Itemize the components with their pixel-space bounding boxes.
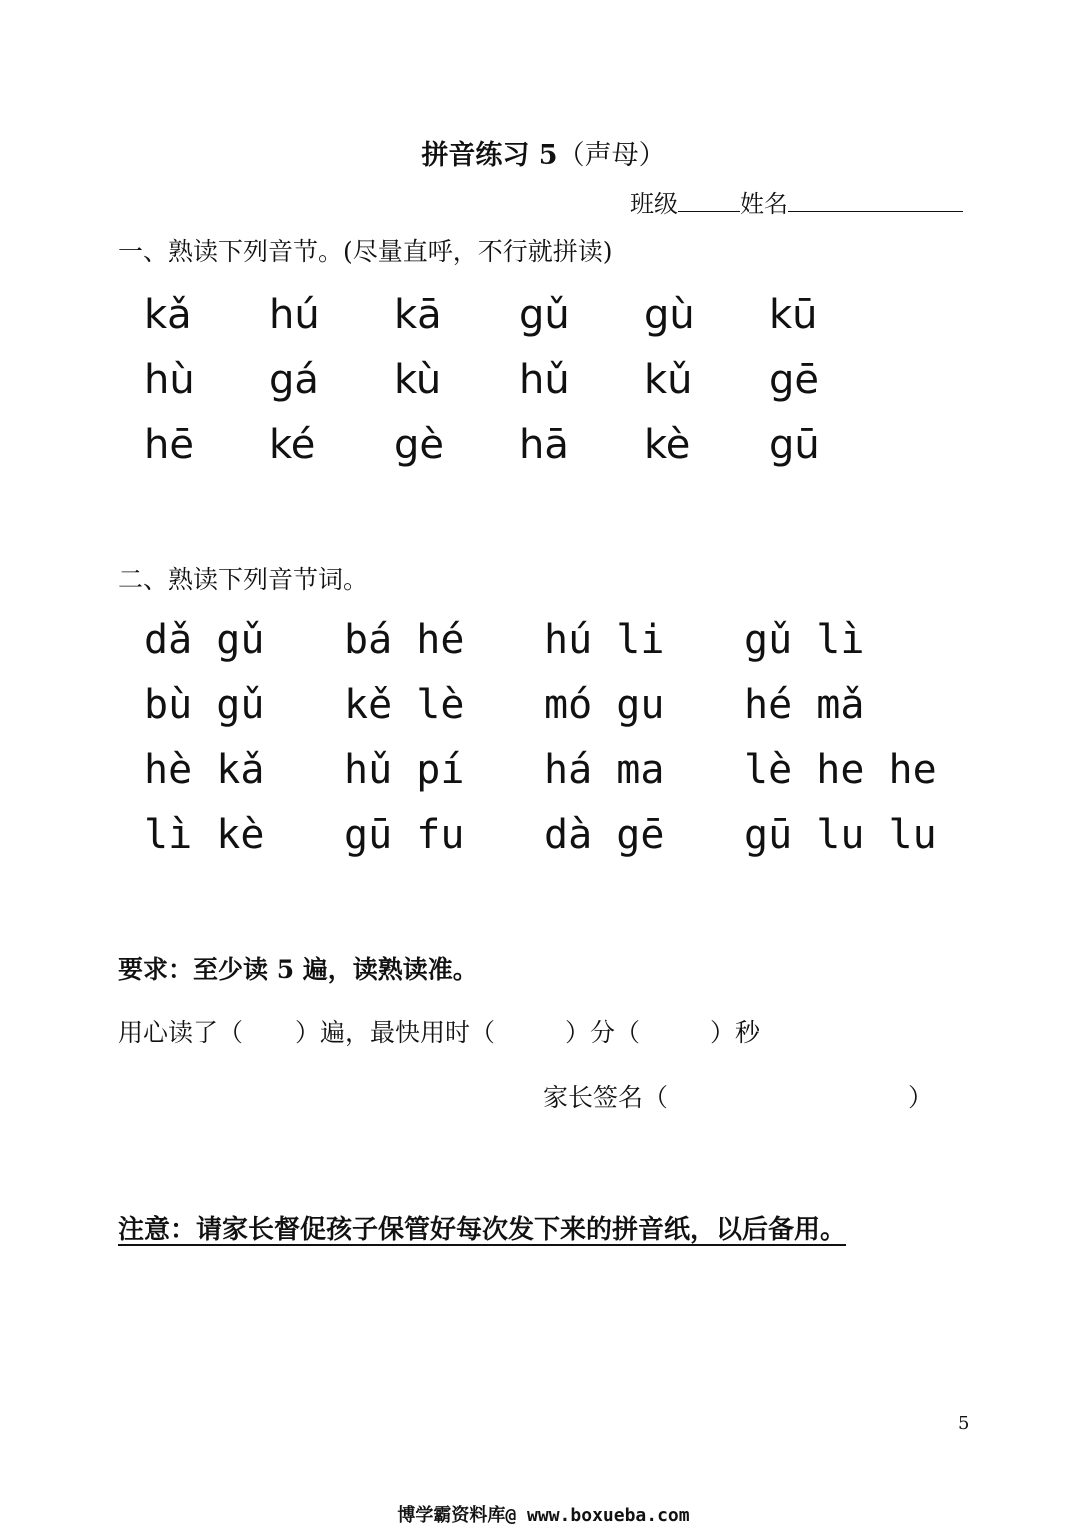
word-row bbox=[144, 812, 944, 858]
syllable: hǔ bbox=[519, 357, 570, 403]
word: lì kè bbox=[144, 812, 265, 858]
word: há ma bbox=[544, 747, 665, 793]
syllable: hù bbox=[144, 357, 195, 403]
word: gū fu bbox=[344, 812, 465, 858]
syllable: gá bbox=[269, 357, 319, 403]
class-name-line bbox=[630, 184, 963, 219]
syllable: ké bbox=[269, 422, 316, 468]
word: bù gǔ bbox=[144, 682, 265, 728]
syllable: gǔ bbox=[519, 292, 570, 338]
syllable: gē bbox=[769, 357, 819, 403]
syllable: gū bbox=[769, 422, 820, 468]
name-blank[interactable] bbox=[788, 189, 963, 212]
parent-signature-line bbox=[543, 1078, 933, 1114]
syllable-row bbox=[144, 357, 894, 403]
word-row bbox=[144, 617, 944, 663]
fastest-time-label: ）遍，最快用时（ bbox=[295, 1018, 496, 1047]
footer-watermark: 博学霸资料库@ www.boxueba.com bbox=[397, 1505, 690, 1526]
syllable: hē bbox=[144, 422, 194, 468]
word: dà gē bbox=[544, 812, 665, 858]
requirement-text: 要求：至少读 5 遍，读熟读准。 bbox=[118, 955, 478, 984]
signature-close: ） bbox=[908, 1083, 934, 1112]
syllable-row bbox=[144, 292, 894, 338]
word-row bbox=[144, 682, 944, 728]
syllable: hú bbox=[269, 292, 320, 338]
syllable: kè bbox=[644, 422, 691, 468]
section2-heading: 二、熟读下列音节词。 bbox=[118, 565, 369, 594]
word: gǔ lì bbox=[744, 617, 865, 663]
class-label: 班级 bbox=[630, 190, 678, 218]
word: dǎ gǔ bbox=[144, 617, 265, 663]
word: hǔ pí bbox=[344, 747, 465, 793]
class-blank[interactable] bbox=[678, 189, 740, 212]
word: gū lu lu bbox=[744, 812, 937, 858]
word: mó gu bbox=[544, 682, 665, 728]
seconds-label: ）秒 bbox=[710, 1018, 761, 1047]
word: hè kǎ bbox=[144, 747, 265, 793]
word: lè he he bbox=[744, 747, 937, 793]
syllable-row bbox=[144, 422, 894, 468]
syllable: kā bbox=[394, 292, 442, 338]
reading-record-line bbox=[118, 1013, 760, 1049]
word: kě lè bbox=[344, 682, 465, 728]
name-label: 姓名 bbox=[740, 190, 788, 218]
title-sub: （声母） bbox=[557, 140, 666, 171]
word: hé mǎ bbox=[744, 682, 865, 728]
signature-label: 家长签名（ bbox=[543, 1083, 669, 1112]
syllable: gù bbox=[644, 292, 695, 338]
syllable: gè bbox=[394, 422, 444, 468]
parent-note: 注意：请家长督促孩子保管好每次发下来的拼音纸，以后备用。 bbox=[118, 1215, 847, 1245]
section1-heading: 一、熟读下列音节。(尽量直呼，不行就拼读) bbox=[118, 237, 613, 266]
page-number: 5 bbox=[958, 1413, 970, 1434]
word-row bbox=[144, 747, 944, 793]
syllable: hā bbox=[519, 422, 569, 468]
minutes-label: ）分（ bbox=[565, 1018, 641, 1047]
syllable: kǔ bbox=[644, 357, 693, 403]
word: bá hé bbox=[344, 617, 465, 663]
word: hú li bbox=[544, 617, 665, 663]
read-times-label: 用心读了（ bbox=[118, 1018, 244, 1047]
syllable: kū bbox=[769, 292, 818, 338]
title-main: 拼音练习 5 bbox=[421, 140, 558, 171]
syllable: kǎ bbox=[144, 292, 192, 338]
page-title bbox=[0, 133, 1087, 172]
syllable: kù bbox=[394, 357, 442, 403]
